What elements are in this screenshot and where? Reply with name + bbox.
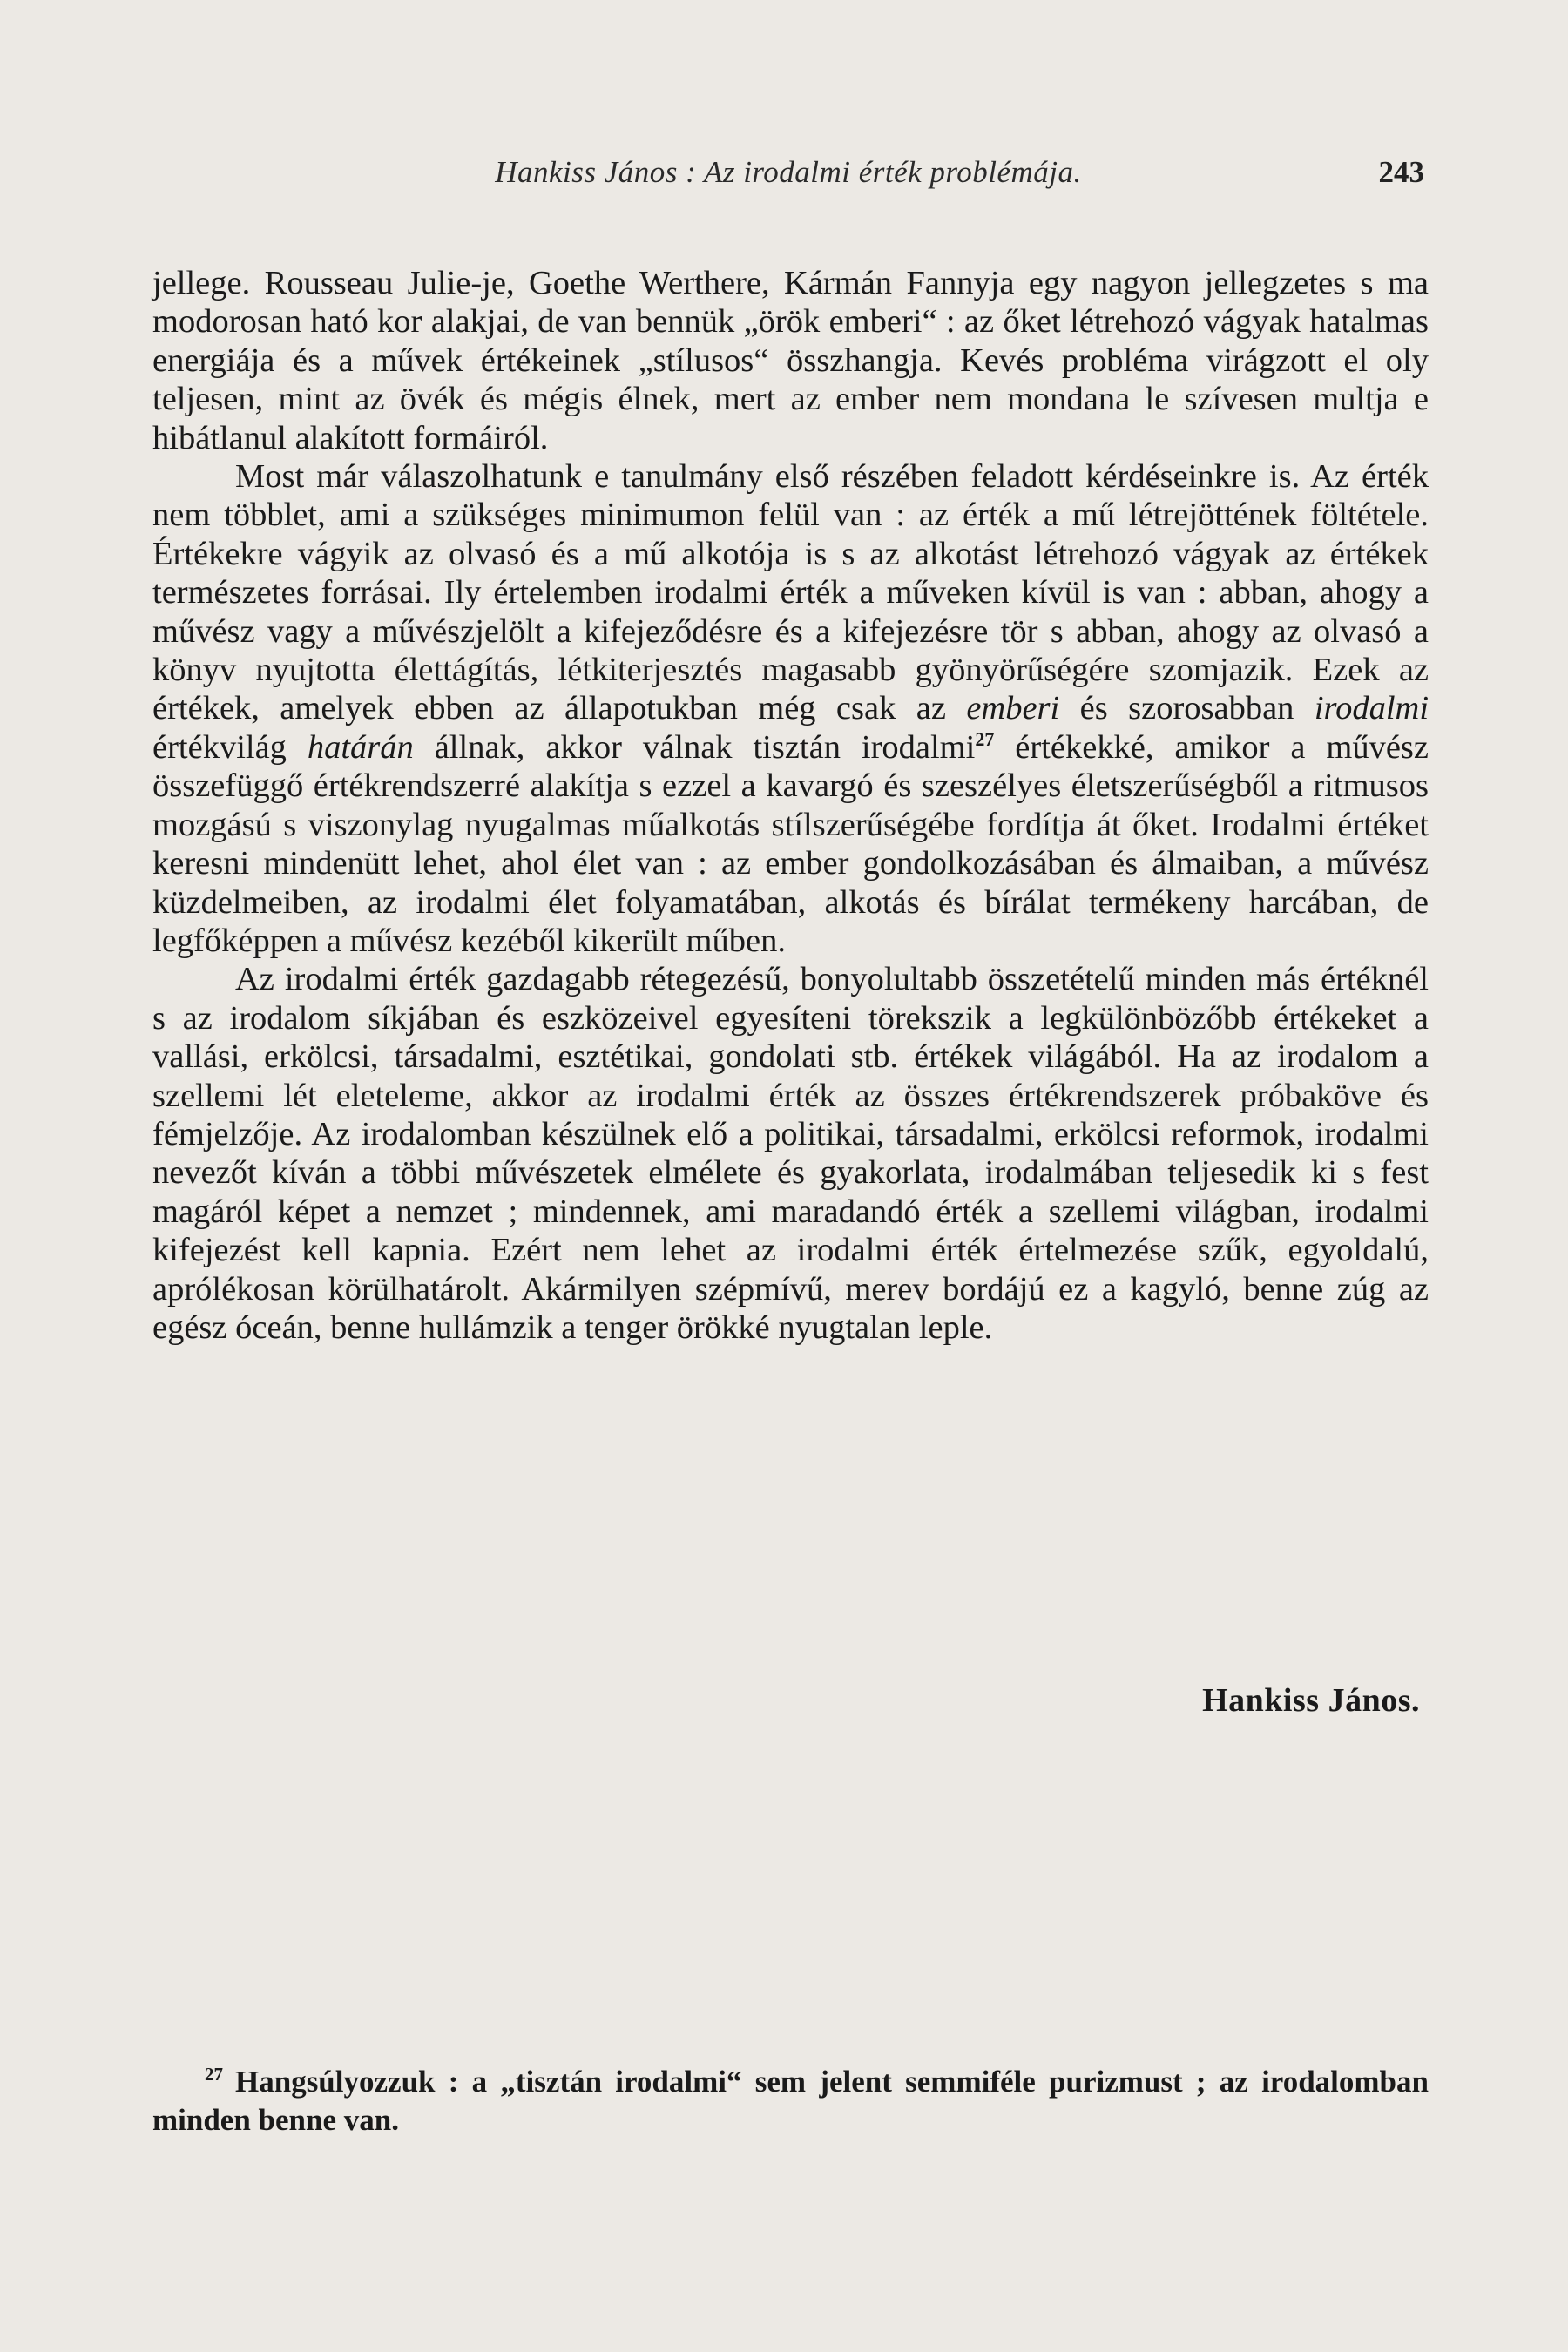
footnote	[152, 2063, 1429, 2139]
emphasis-emberi: emberi	[966, 690, 1060, 727]
footnote-text: Hangsúlyozzuk : a „tisztán irodalmi“ sem jelent semmiféle purizmust ; az irodalomban minden benne van.	[152, 2065, 1429, 2137]
article-body	[152, 264, 1429, 1347]
paragraph-3: Az irodalmi érték gazdagabb rétegezésű, bonyolultabb összetételű minden más értéknél s az irodalom síkjában és eszközeivel egyesíteni törekszik a legkülönbözőbb értékeket a vallási, erkölcsi, társadalmi, esztétikai, gondolati stb. értékek világából. Ha az irodalom a szellemi lét eleteleme, akkor az irodalmi érték az összes értékrendszerek próbaköve és fémjelzője. Az irodalomban készülnek elő a politikai, társadalmi, erkölcsi reformok, irodalmi nevezőt kíván a többi művészetek elmélete és gyakorlata, irodalmában teljesedik ki s fest magáról képet a nemzet ; mindennek, ami maradandó érték a szellemi világban, irodalmi kifejezést kell kapnia. Ezért nem lehet az irodalmi érték értelmezése szűk, egyoldalú, aprólékosan körülhatárolt. Akármilyen szépmívű, merev bordájú ez a kagyló, benne zúg az egész óceán, benne hullámzik a tenger örökké nyugtalan leple.	[152, 961, 1429, 1346]
emphasis-irodalmi: irodalmi	[1314, 690, 1429, 727]
page-number: 243	[1378, 155, 1424, 189]
footnote-reference[interactable]: 27	[975, 728, 995, 751]
paragraph-2: Most már válaszolhatunk e tanulmány első részében feladott kérdéseinkre is. Az érték nem többlet, ami a szükséges minimumon felül van : az érték a mű létrejöttének föltétele. Értékekre vágyik az olvasó és a mű alkotója is s az alkotást létrehozó vágyak az értékek természetes forrásai. Ily értelemben irodalmi érték a műveken kívül is van : abban, ahogy a művész vagy a művészjelölt a kifejeződésre és a kifejezésre tör s abban, ahogy az olvasó a könyv nyujtotta élettágítás, létkiterjesztés magasabb gyönyörűségére szomjazik. Ezek az értékek, amelyek ebben az állapotukban még csak az emberi és szorosabban irodalmi értékvilág határán állnak, akkor válnak tisztán irodalmi$^{27}$ értékekké, amikor a művész összefüggő értékrendszerré alakítja s ezzel a kavargó és szeszélyes életszerűségből a ritmusos mozgású s viszonylag nyugalmas műalkotás stílszerűségébe fordítja át őket. Irodalmi értéket keresni mindenütt lehet, ahol élet van : az ember gondolkozásában és álmaiban, a művész küzdelmeiben, az irodalmi élet folyamatában, alkotás és bírálat termékeny harcában, de legfőképpen a művész kezéből kikerült műben.	[152, 458, 1429, 959]
footnote-mark: 27	[205, 2064, 223, 2085]
paragraph-1: jellege. Rousseau Julie-je, Goethe Werthere, Kármán Fannyja egy nagyon jellegzetes s ma modorosan ható kor alakjai, de van bennük „örök emberi“ : az őket létrehozó vágyak hatalmas energiája és a művek értékeinek „stílusos“ összhangja. Kevés probléma virágzott el oly teljesen, mint az övék és mégis élnek, mert az ember nem mondana le szívesen multja e hibátlanul alakított formáiról.	[152, 265, 1429, 456]
running-title: Hankiss János : Az irodalmi érték problémája.	[495, 155, 1082, 189]
author-signature: Hankiss János.	[1202, 1682, 1420, 1719]
emphasis-hataran: határán	[307, 728, 414, 766]
show-through-text	[152, 1751, 1424, 2030]
running-head	[152, 155, 1424, 199]
